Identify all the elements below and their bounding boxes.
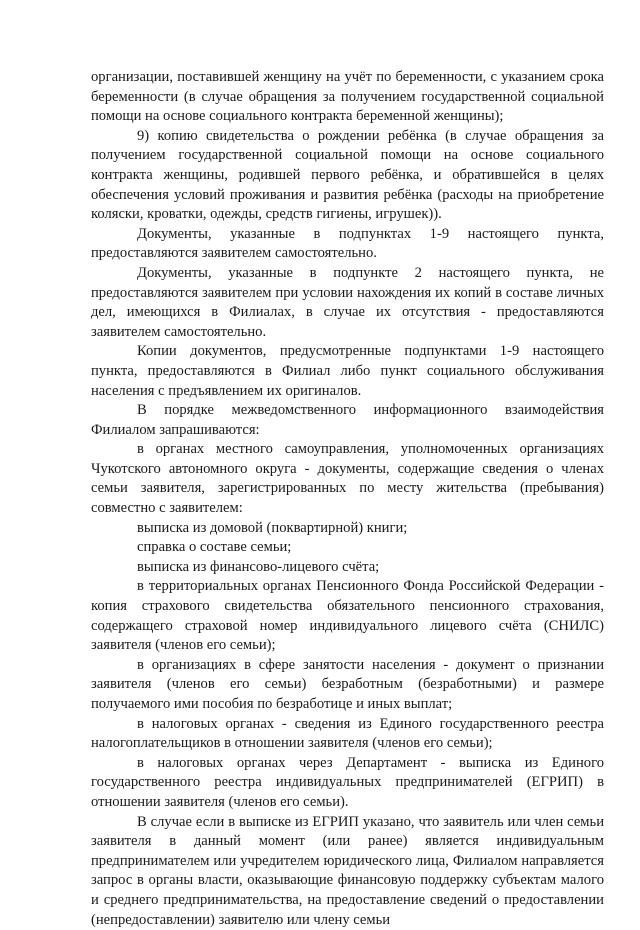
paragraph-14: в налоговых органах через Департамент - выписка из Единого государственного реестра индивидуальных предпринимателей (ЕГРИП) в отношении заявителя (членов его семьи). — [91, 754, 604, 810]
paragraph-10: выписка из финансово-лицевого счёта; — [137, 558, 380, 575]
paragraph-8: выписка из домовой (поквартирной) книги; — [137, 519, 408, 536]
paragraph-7: в органах местного самоуправления, уполномоченных организациях Чукотского автономного округа - документы, содержащие сведения о членах семьи заявителя, зарегистрированных по месту жительства (пребывания) совместно с заявителем: — [91, 441, 604, 517]
paragraph-6: В порядке межведомственного информационного взаимодействия Филиалом запрашиваются: — [91, 402, 604, 438]
document-body — [91, 68, 604, 930]
paragraph-13: в налоговых органах - сведения из Единого государственного реестра налогоплательщиков в отношении заявителя (членов его семьи); — [91, 715, 604, 752]
paragraph-11: в территориальных органах Пенсионного Фонда Российской Федерации - копия страхового свидетельства обязательного пенсионного страхования, содержащего страховой номер индивидуального лицевого счёта (СНИЛС) заявителя (членов его семьи); — [91, 578, 604, 654]
paragraph-9: справка о составе семьи; — [137, 539, 292, 556]
paragraph-12: в организациях в сфере занятости населения - документ о признании заявителя (членов его семьи) безработным (безработными) и размере получаемого ими пособия по безработице и иных выплат; — [91, 656, 604, 712]
paragraph-1: организации, поставившей женщину на учёт по беременности, с указанием срока беременности (в случае обращения за получением государственной социальной помощи на основе социального контракта беременной женщины); — [91, 69, 604, 125]
paragraph-15: В случае если в выписке из ЕГРИП указано, что заявитель или член семьи заявителя в данный момент (или ранее) является индивидуальным предпринимателем или учредителем юридического лица, Филиалом направляется запрос в органы власти, оказывающие финансовую поддержку субъектам малого и среднего предпринимательства, на предоставление сведений о предоставлении (непредоставлении) заявителю или члену семьи — [91, 813, 604, 928]
paragraph-4: Документы, указанные в подпункте 2 настоящего пункта, не предоставляются заявителем при условии нахождения их копий в составе личных дел, имеющихся в Филиалах, в случае их отсутствия - предоставляются заявителем самостоятельно. — [91, 264, 604, 340]
paragraph-5: Копии документов, предусмотренные подпунктами 1-9 настоящего пункта, предоставляются в Филиал либо пункт социального обслуживания населения с предъявлением их оригиналов. — [91, 343, 604, 399]
paragraph-3: Документы, указанные в подпунктах 1-9 настоящего пункта, предоставляются заявителем самостоятельно. — [91, 225, 604, 262]
paragraph-2: 9) копию свидетельства о рождении ребёнка (в случае обращения за получением государственной социальной помощи на основе социального контракта женщины, родившей первого ребёнка, и обратившейся в целях обеспечения условий проживания и развития ребёнка (расходы на приобретение коляски, кроватки, одежды, средств гигиены, игрушек)). — [91, 127, 604, 223]
